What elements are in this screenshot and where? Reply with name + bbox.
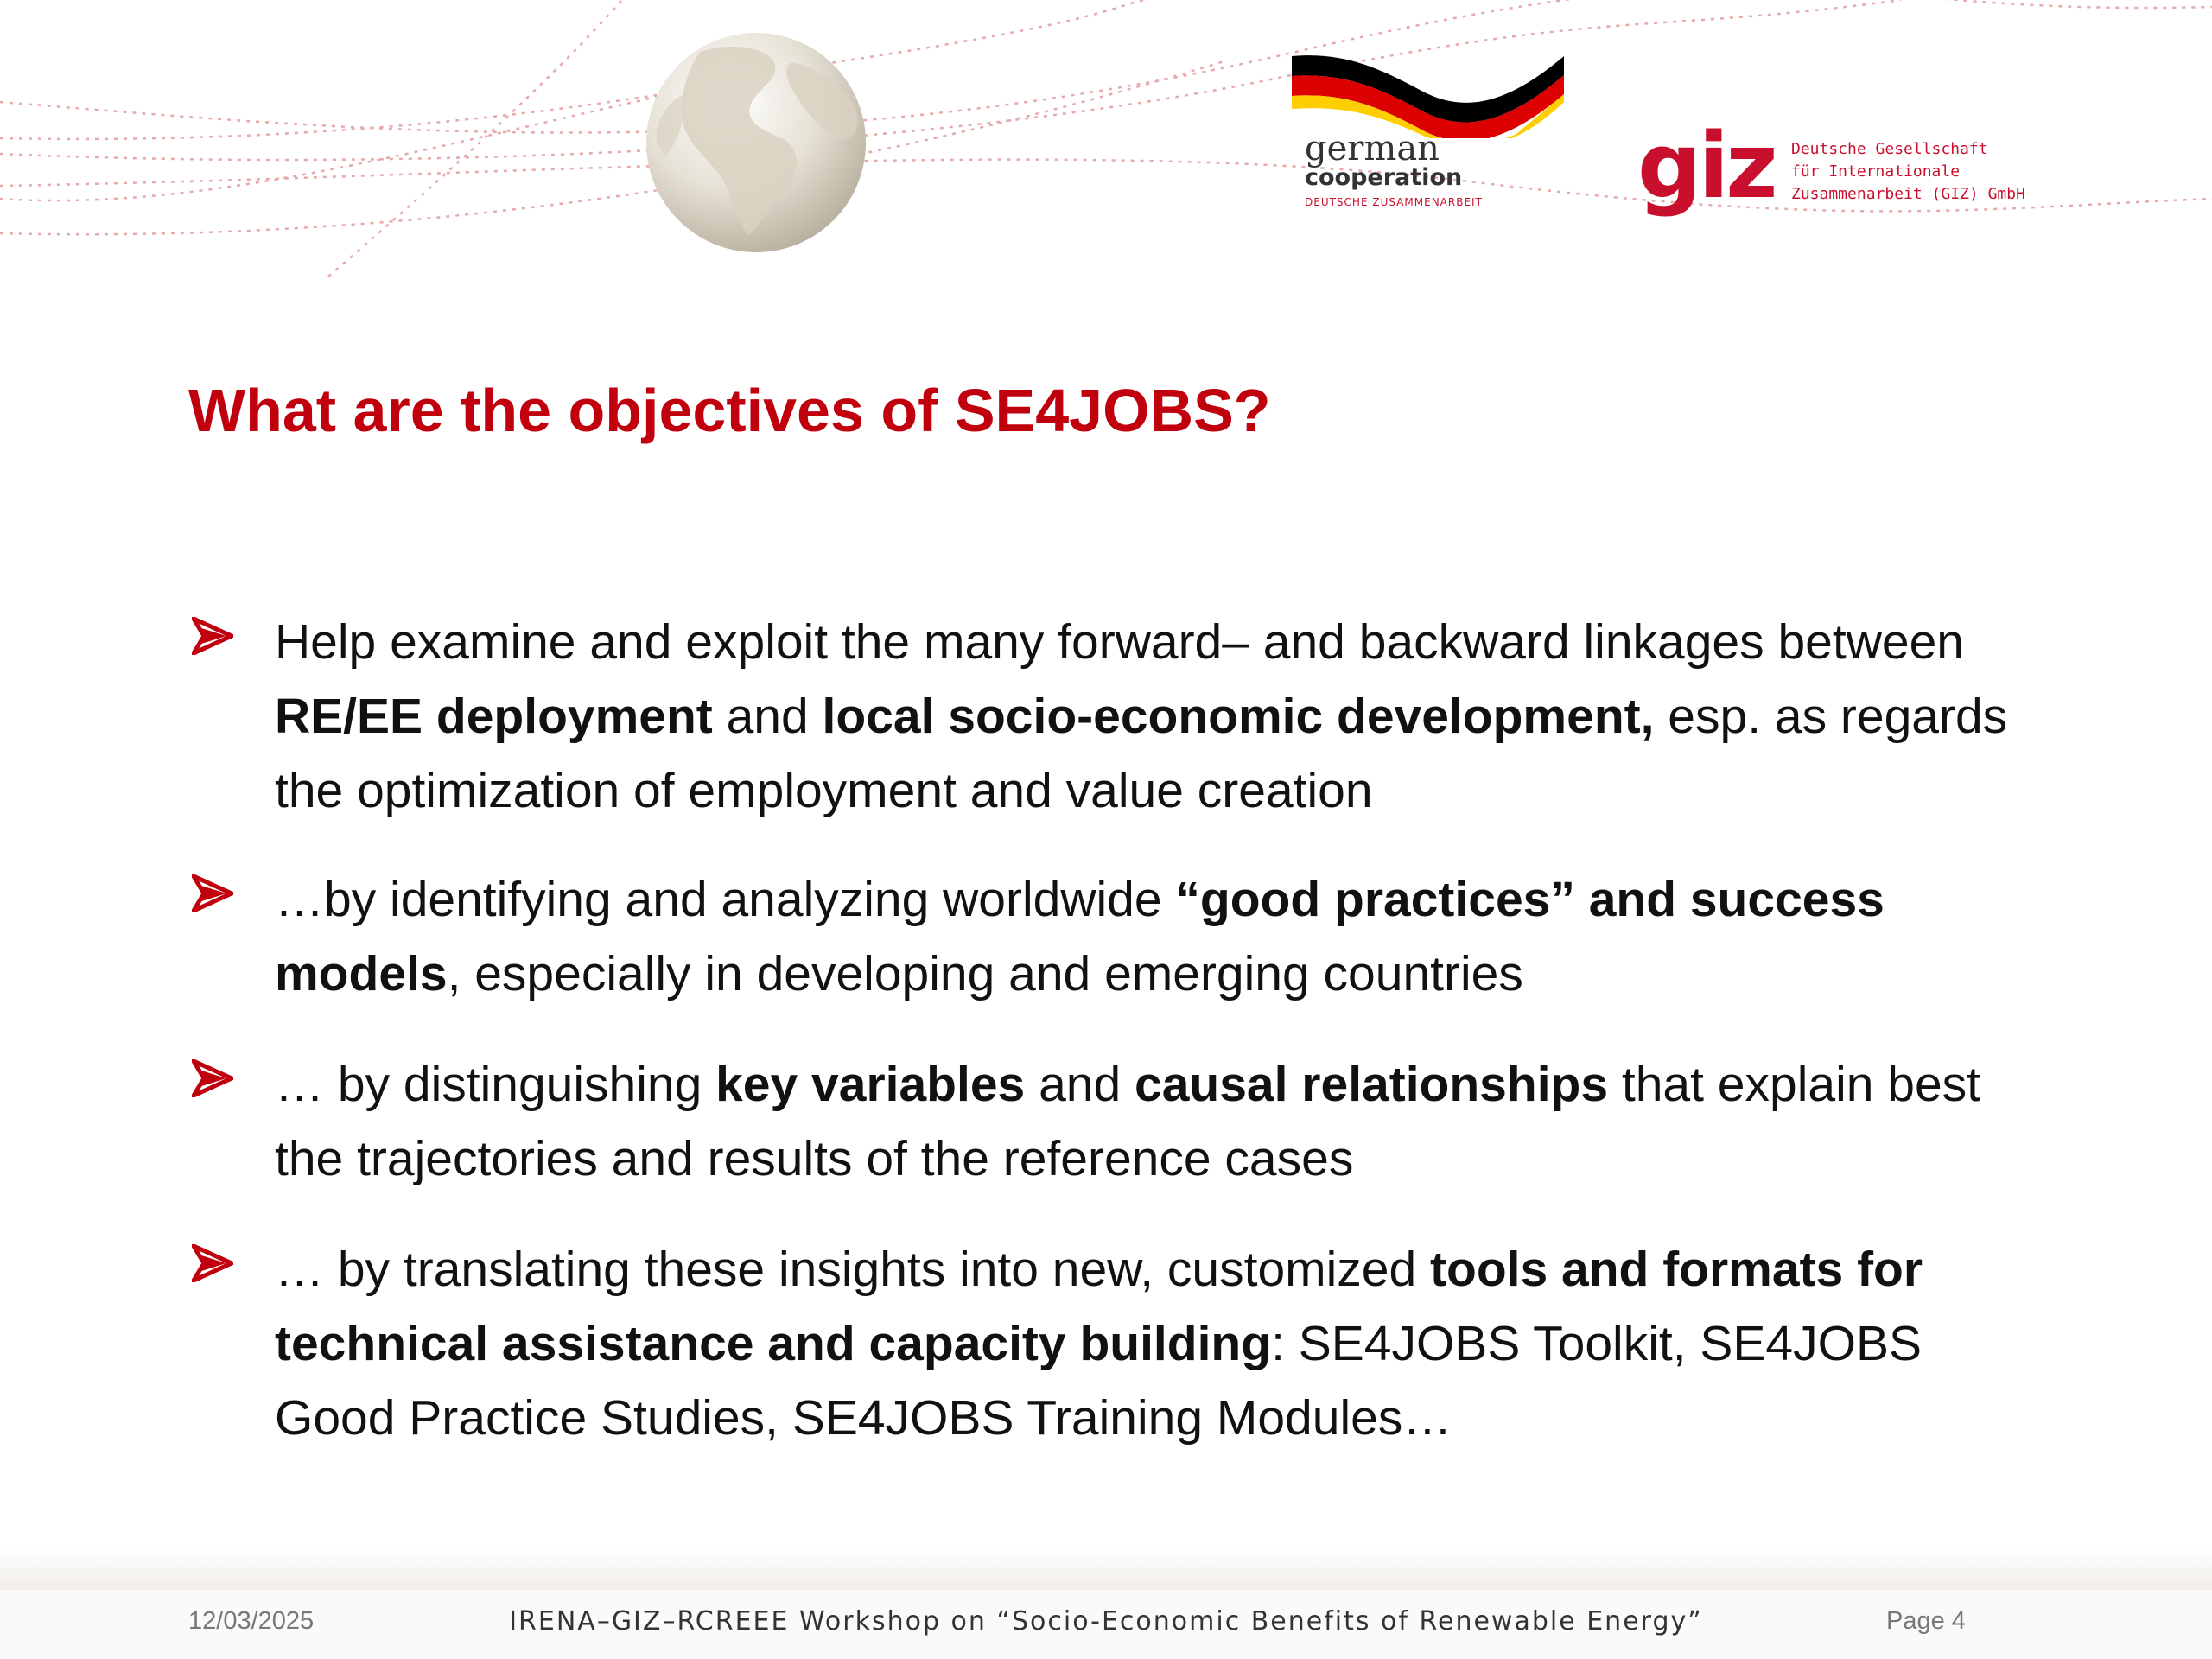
arrow-bullet-icon: [192, 617, 233, 655]
giz-name-line2: für Internationale: [1791, 162, 1961, 181]
bullet-1-bold-a: RE/EE deployment: [275, 689, 713, 744]
arrow-bullet-icon: [192, 1244, 233, 1282]
giz-name-text: [1791, 138, 2025, 206]
bullet-text-3: [275, 1047, 2046, 1196]
arrow-bullet-icon: [192, 874, 233, 912]
arrow-bullet-icon: [192, 1059, 233, 1097]
bullet-text-4: [275, 1232, 2046, 1455]
german-cooperation-line2: cooperation: [1305, 164, 1463, 191]
giz-logo: giz: [1637, 113, 1775, 219]
bullet-1-text-c: esp. as regards the optimization of employment and value creation: [275, 689, 2008, 818]
german-cooperation-line3: DEUTSCHE ZUSAMMENARBEIT: [1305, 196, 1483, 208]
footer-date: 12/03/2025: [188, 1607, 315, 1635]
bullet-text-2: [275, 862, 2046, 1011]
bullet-4-text-b: : SE4JOBS Toolkit, SE4JOBS Good Practice Studies, SE4JOBS Training Modules…: [275, 1316, 1923, 1446]
bullet-2-text-b: , especially in developing and emerging countries: [447, 946, 1523, 1001]
slide-title: What are the objectives of SE4JOBS?: [188, 377, 1271, 444]
bullet-text-1: [275, 605, 2046, 828]
footer-workshop-title: IRENA–GIZ–RCREEE Workshop on “Socio-Economic Benefits of Renewable Energy”: [509, 1606, 1703, 1637]
german-cooperation-line1: german: [1305, 129, 1440, 168]
bullet-2-text-a: …by identifying and analyzing worldwide: [275, 872, 1176, 927]
german-cooperation-logo: [1292, 52, 1577, 216]
bullet-3-bold-b: causal relationships: [1135, 1057, 1609, 1112]
giz-name-line1: Deutsche Gesellschaft: [1791, 140, 1988, 158]
bullet-1-text-b: and: [712, 689, 823, 744]
bullet-3-text-b: and: [1025, 1057, 1135, 1112]
bullet-3-bold-a: key variables: [715, 1057, 1026, 1112]
bullet-3-text-c: that explain best the trajectories and results of the reference cases: [275, 1057, 1981, 1186]
bullet-1-text-a: Help examine and exploit the many forward– and backward linkages between: [275, 614, 1964, 670]
bullet-3-text-a: … by distinguishing: [275, 1057, 716, 1112]
footer-page-number: Page 4: [1886, 1607, 1966, 1635]
bullet-4-text-a: … by translating these insights into new, customized: [275, 1242, 1431, 1297]
giz-name-line3: Zusammenarbeit (GIZ) GmbH: [1791, 185, 2025, 203]
globe-icon: [646, 33, 866, 252]
giz-logo-block: [1637, 113, 2052, 233]
footer-shadow: [0, 1547, 2212, 1590]
bullet-2-bold-a: “good practices” and success models: [275, 872, 1885, 1001]
german-flag-ribbon-icon: [1292, 52, 1577, 138]
bullet-4-bold-a: tools and formats for technical assistance and capacity building: [275, 1242, 1923, 1371]
footer: [0, 1590, 2212, 1659]
bullet-1-bold-b: local socio-economic development,: [822, 689, 1655, 744]
